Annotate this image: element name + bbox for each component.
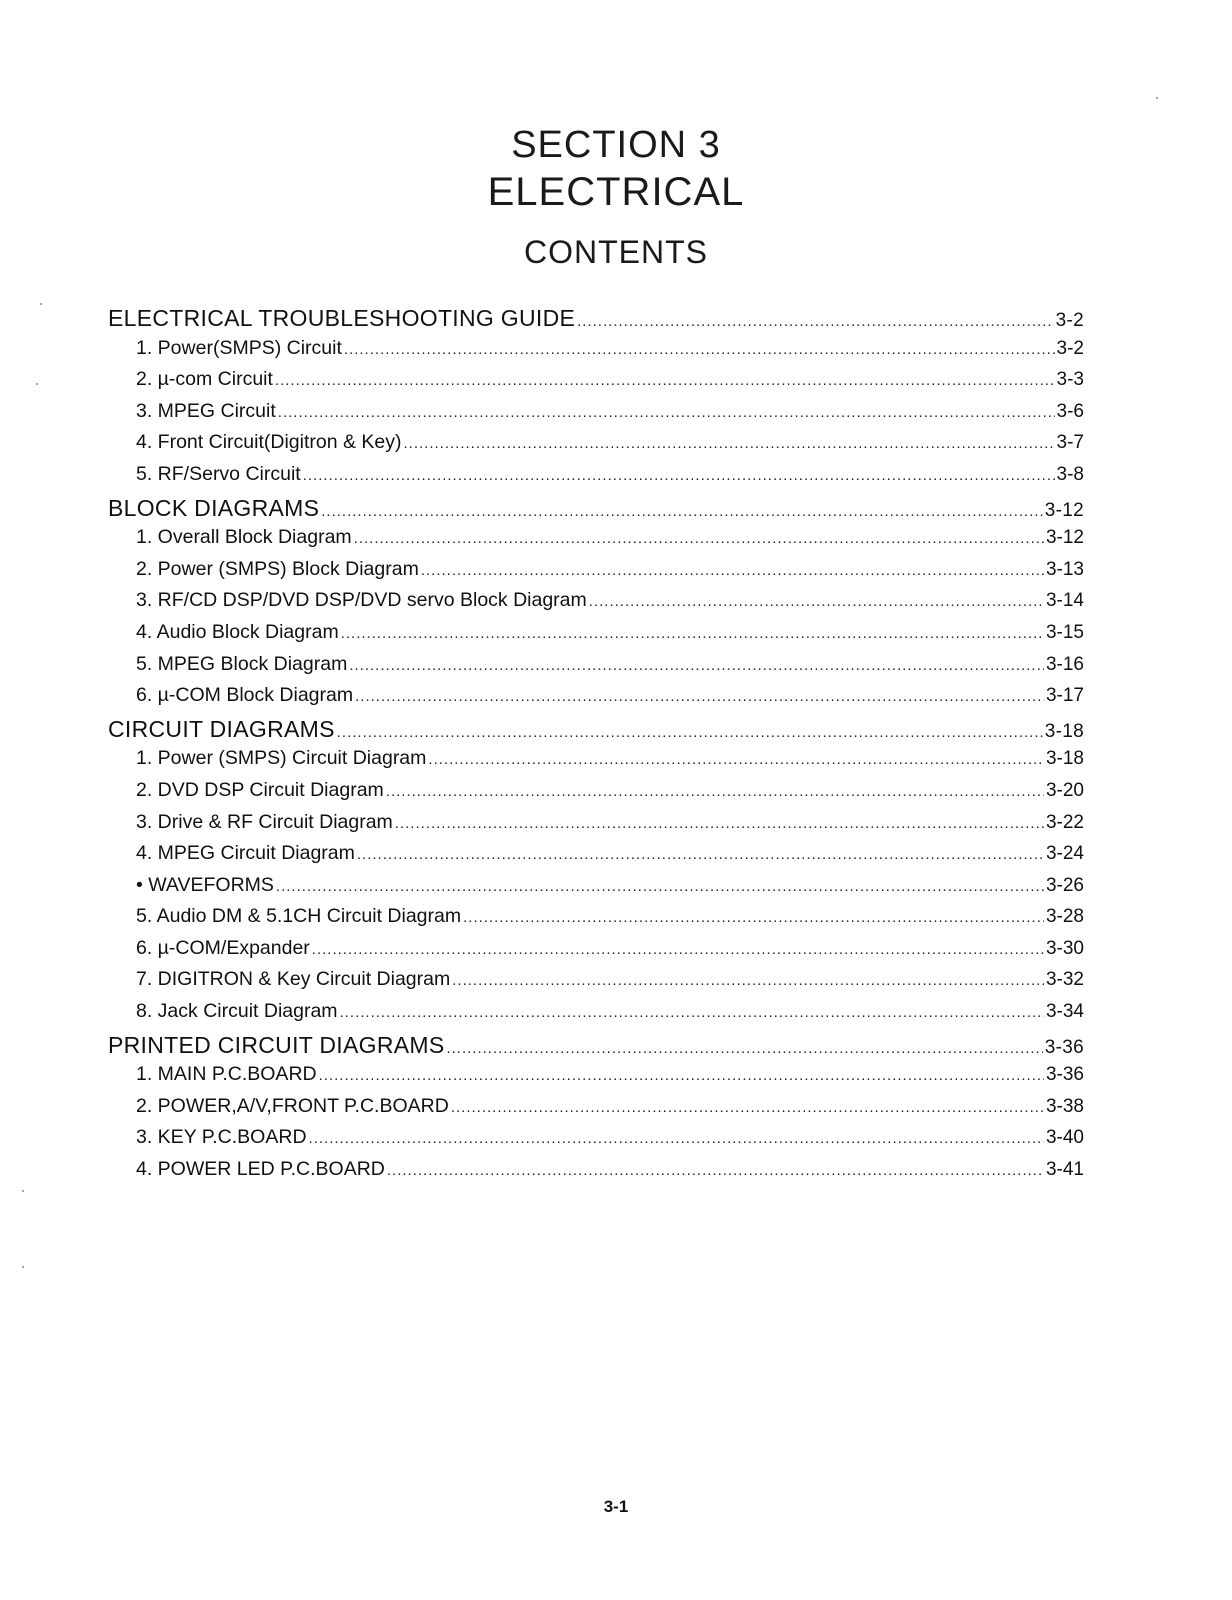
dot-leader xyxy=(386,783,1044,800)
toc-label: 2. Power (SMPS) Block Diagram xyxy=(136,557,419,580)
toc-label: 4. Front Circuit(Digitron & Key) xyxy=(136,431,402,454)
scan-speck xyxy=(22,1266,24,1268)
toc-item xyxy=(108,842,1084,874)
toc-page-number: 3-36 xyxy=(1045,1064,1084,1086)
toc-page-number: 3-22 xyxy=(1045,811,1084,833)
toc-label: 2. µ-com Circuit xyxy=(136,368,273,391)
toc-item xyxy=(108,905,1084,937)
dot-leader xyxy=(340,1004,1044,1021)
toc-label: 4. MPEG Circuit Diagram xyxy=(136,842,355,865)
toc-heading xyxy=(108,305,1084,337)
toc-item xyxy=(108,431,1084,463)
toc-page-number: 3-36 xyxy=(1044,1036,1084,1058)
dot-leader xyxy=(321,503,1043,520)
toc-label: 5. RF/Servo Circuit xyxy=(136,462,301,485)
toc-page-number: 3-18 xyxy=(1044,720,1084,742)
dot-leader xyxy=(387,1162,1044,1179)
toc-item xyxy=(108,684,1084,716)
toc-item xyxy=(108,779,1084,811)
toc-page-number: 3-13 xyxy=(1045,558,1084,580)
dot-leader xyxy=(349,657,1044,674)
toc-label: 5. MPEG Block Diagram xyxy=(136,652,348,675)
toc-item xyxy=(108,463,1084,495)
toc-page-number: 3-8 xyxy=(1056,463,1084,485)
page-number: 3-1 xyxy=(603,1497,629,1516)
toc-heading xyxy=(108,1032,1084,1064)
dot-leader xyxy=(355,688,1044,705)
toc-label: 1. MAIN P.C.BOARD xyxy=(136,1063,317,1086)
toc-item xyxy=(108,811,1084,843)
toc-label: 3. MPEG Circuit xyxy=(136,399,276,422)
toc-page-number: 3-15 xyxy=(1045,621,1084,643)
table-of-contents xyxy=(108,305,1084,1190)
toc-item xyxy=(108,653,1084,685)
dot-leader xyxy=(312,941,1044,958)
toc-item xyxy=(108,558,1084,590)
dot-leader xyxy=(303,467,1055,484)
toc-item xyxy=(108,400,1084,432)
toc-label: 4. Audio Block Diagram xyxy=(136,620,339,643)
toc-item xyxy=(108,937,1084,969)
toc-label: 2. DVD DSP Circuit Diagram xyxy=(136,778,384,801)
dot-leader xyxy=(344,341,1055,358)
toc-page-number: 3-30 xyxy=(1045,937,1084,959)
toc-item xyxy=(108,1126,1084,1158)
dot-leader xyxy=(446,1040,1042,1057)
toc-item xyxy=(108,589,1084,621)
toc-label: 5. Audio DM & 5.1CH Circuit Diagram xyxy=(136,905,462,928)
toc-page-number: 3-32 xyxy=(1045,969,1084,991)
toc-item xyxy=(108,621,1084,653)
dot-leader xyxy=(589,593,1044,610)
dot-leader xyxy=(341,625,1044,642)
toc-page-number: 3-41 xyxy=(1045,1159,1084,1181)
toc-item xyxy=(108,337,1084,369)
dot-leader xyxy=(357,846,1044,863)
toc-label: BLOCK DIAGRAMS xyxy=(108,494,320,521)
dot-leader xyxy=(428,751,1044,768)
toc-item xyxy=(108,1095,1084,1127)
toc-label: 1. Power (SMPS) Circuit Diagram xyxy=(136,747,427,770)
toc-page-number: 3-2 xyxy=(1055,310,1084,331)
toc-label: • WAVEFORMS xyxy=(136,873,274,896)
toc-page-number: 3-20 xyxy=(1045,779,1084,801)
toc-page-number: 3-14 xyxy=(1045,590,1084,612)
toc-label: 1. Power(SMPS) Circuit xyxy=(136,336,342,359)
toc-label: 3. RF/CD DSP/DVD DSP/DVD servo Block Diagram xyxy=(136,589,587,612)
toc-page-number: 3-12 xyxy=(1045,527,1084,549)
scan-speck xyxy=(36,383,38,385)
toc-item xyxy=(108,747,1084,779)
toc-item xyxy=(108,1158,1084,1190)
document-title: ELECTRICAL xyxy=(487,170,745,214)
dot-leader xyxy=(395,815,1044,832)
toc-page-number: 3-16 xyxy=(1045,653,1084,675)
toc-label: 3. KEY P.C.BOARD xyxy=(136,1126,307,1149)
toc-item xyxy=(108,368,1084,400)
scan-speck xyxy=(1156,97,1158,99)
toc-item xyxy=(108,526,1084,558)
toc-label: PRINTED CIRCUIT DIAGRAMS xyxy=(108,1031,445,1058)
toc-page-number: 3-6 xyxy=(1056,400,1084,422)
toc-page-number: 3-38 xyxy=(1045,1095,1084,1117)
toc-label: 3. Drive & RF Circuit Diagram xyxy=(136,810,393,833)
toc-page-number: 3-24 xyxy=(1045,843,1084,865)
dot-leader xyxy=(276,878,1044,895)
toc-page-number: 3-3 xyxy=(1056,369,1084,391)
toc-label: 1. Overall Block Diagram xyxy=(136,526,352,549)
toc-label: ELECTRICAL TROUBLESHOOTING GUIDE xyxy=(108,305,576,331)
section-title: SECTION 3 xyxy=(511,124,721,166)
toc-label: 6. µ-COM/Expander xyxy=(136,936,310,959)
toc-item xyxy=(108,1063,1084,1095)
toc-heading xyxy=(108,495,1084,527)
dot-leader xyxy=(463,909,1044,926)
toc-page-number: 3-18 xyxy=(1045,748,1084,770)
toc-label: 7. DIGITRON & Key Circuit Diagram xyxy=(136,968,451,991)
dot-leader xyxy=(421,562,1044,579)
scan-speck xyxy=(40,303,42,305)
toc-page-number: 3-34 xyxy=(1045,1001,1084,1023)
toc-page-number: 3-7 xyxy=(1056,432,1084,454)
toc-label: 4. POWER LED P.C.BOARD xyxy=(136,1158,385,1181)
toc-heading xyxy=(108,716,1084,748)
dot-leader xyxy=(309,1130,1044,1147)
dot-leader xyxy=(577,313,1053,330)
toc-page-number: 3-28 xyxy=(1045,906,1084,928)
contents-heading: CONTENTS xyxy=(524,234,708,270)
toc-label: 8. Jack Circuit Diagram xyxy=(136,1000,338,1023)
dot-leader xyxy=(275,372,1055,389)
toc-item xyxy=(108,968,1084,1000)
toc-label: CIRCUIT DIAGRAMS xyxy=(108,715,335,742)
toc-page-number: 3-26 xyxy=(1045,874,1084,896)
toc-item xyxy=(108,874,1084,906)
scan-speck xyxy=(22,1190,24,1192)
toc-page-number: 3-17 xyxy=(1045,685,1084,707)
toc-page-number: 3-2 xyxy=(1056,337,1084,359)
dot-leader xyxy=(404,435,1055,452)
dot-leader xyxy=(319,1067,1044,1084)
dot-leader xyxy=(337,724,1043,741)
toc-page-number: 3-12 xyxy=(1044,499,1084,521)
dot-leader xyxy=(451,1099,1044,1116)
toc-label: 2. POWER,A/V,FRONT P.C.BOARD xyxy=(136,1094,449,1117)
dot-leader xyxy=(452,972,1044,989)
toc-label: 6. µ-COM Block Diagram xyxy=(136,684,354,707)
dot-leader xyxy=(354,530,1044,547)
dot-leader xyxy=(278,404,1055,421)
toc-page-number: 3-40 xyxy=(1045,1127,1084,1149)
toc-item xyxy=(108,1000,1084,1032)
